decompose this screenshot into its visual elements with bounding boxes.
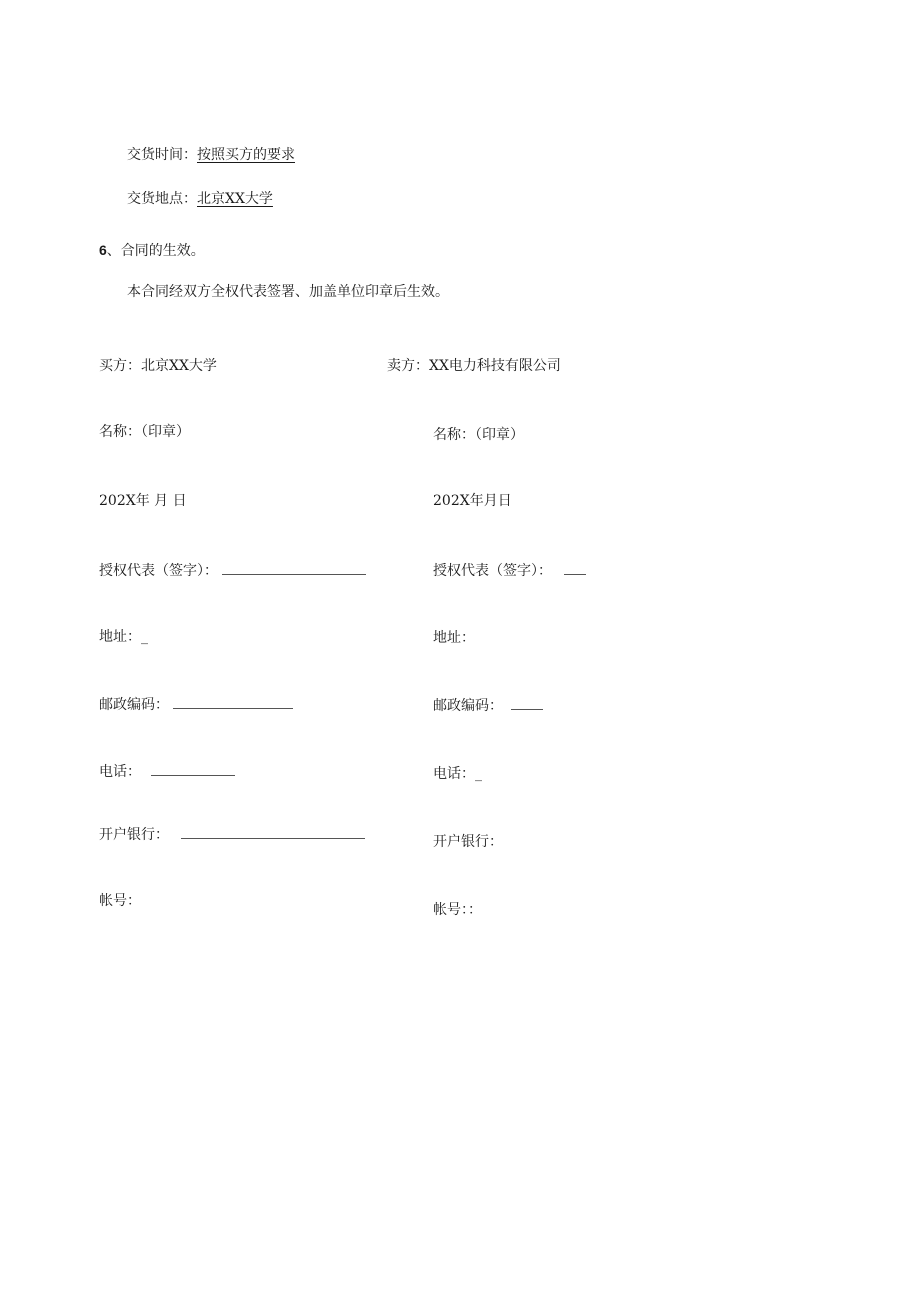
seller-phone: 电话：_ [433,766,482,782]
delivery-time-label: 交货时间： [127,147,197,163]
buyer-bank-label: 开户银行： [99,827,169,843]
delivery-place-label: 交货地点： [127,191,197,207]
seller-rep-line [433,561,586,581]
delivery-time-line [127,145,295,165]
buyer-phone-blank [151,763,235,776]
delivery-time-value: 按照买方的要求 [197,147,295,163]
buyer-phone-label: 电话： [99,764,141,780]
buyer-party: 买方：北京XX大学 [99,358,217,374]
buyer-bank-line [99,825,365,845]
buyer-postal-label: 邮政编码： [99,697,169,713]
seller-postal-blank [511,697,543,710]
seller-name: 名称：（印章） [433,427,524,443]
section-title: 、合同的生效。 [106,243,205,259]
buyer-postal-line [99,695,293,715]
seller-bank: 开户银行： [433,834,503,850]
buyer-bank-blank [181,826,365,839]
buyer-rep-blank [222,562,366,575]
seller-party: 卖方：XX电力科技有限公司 [387,358,561,374]
seller-postal-line [433,696,543,716]
seller-address: 地址： [433,630,475,646]
delivery-place-line [127,189,273,209]
section-6-heading [99,240,205,261]
buyer-address: 地址：_ [99,629,148,645]
seller-postal-label: 邮政编码： [433,698,503,714]
section-6-body: 本合同经双方全权代表签署、加盖单位印章后生效。 [127,284,449,300]
buyer-rep-line [99,561,366,581]
seller-rep-blank [564,562,586,575]
buyer-date: 202X年 月 日 [99,493,187,509]
seller-date: 202X年月日 [433,493,512,509]
seller-account: 帐号：： [433,902,482,918]
buyer-rep-label: 授权代表（签字）： [99,563,218,579]
section-number: 6 [99,242,107,258]
seller-rep-label: 授权代表（签字）： [433,563,552,579]
buyer-phone-line [99,762,235,782]
buyer-name: 名称：（印章） [99,424,190,440]
buyer-account: 帐号： [99,893,141,909]
buyer-postal-blank [173,696,293,709]
delivery-place-value: 北京XX大学 [197,191,273,207]
